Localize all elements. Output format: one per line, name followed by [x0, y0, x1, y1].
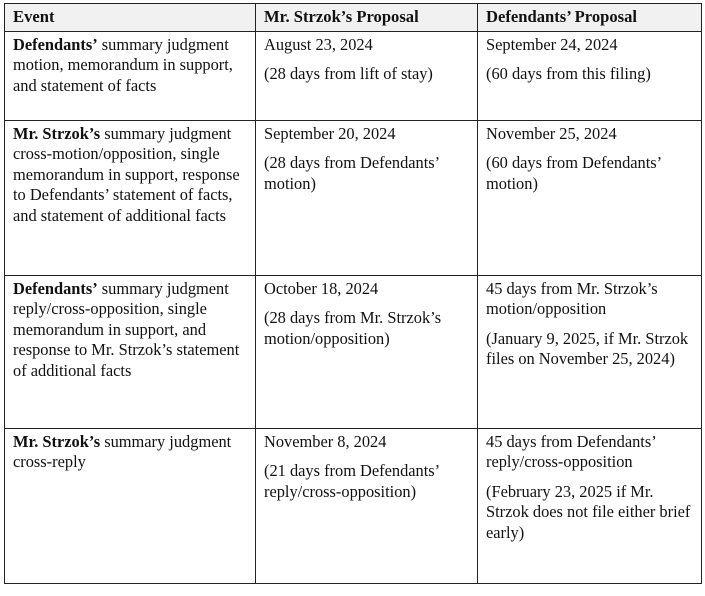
header-event: Event [5, 4, 256, 32]
strzok-date: August 23, 2024 [264, 34, 373, 54]
defendants-cell [478, 31, 702, 120]
strzok-note: (28 days from Defendants’ motion) [264, 153, 439, 193]
defendants-note: (60 days from Defendants’ motion) [486, 153, 661, 193]
strzok-cell [256, 120, 478, 275]
header-row [5, 4, 702, 32]
defendants-date: 45 days from Defendants’ reply/cross-opposition [486, 431, 656, 471]
event-cell [5, 120, 256, 275]
table-row [5, 31, 702, 120]
strzok-date: September 20, 2024 [264, 123, 396, 143]
event-cell [5, 275, 256, 428]
strzok-cell [256, 428, 478, 583]
table-row [5, 120, 702, 275]
defendants-date: November 25, 2024 [486, 123, 617, 143]
table-row [5, 428, 702, 583]
defendants-cell [478, 428, 702, 583]
briefing-schedule-table [4, 3, 702, 584]
event-party: Mr. Strzok’s [13, 123, 101, 143]
strzok-cell [256, 275, 478, 428]
event-description: summary judgment cross-motion/opposition, single memorandum in support, response to Defendants’ statement of facts, and statement of additional facts [13, 123, 240, 225]
header-defendants-proposal: Defendants’ Proposal [478, 4, 702, 32]
header-strzok-proposal: Mr. Strzok’s Proposal [256, 4, 478, 32]
event-party: Mr. Strzok’s [13, 431, 101, 451]
strzok-date: November 8, 2024 [264, 431, 387, 451]
event-party: Defendants’ [13, 278, 98, 298]
event-description: summary judgment cross-reply [13, 431, 232, 471]
event-description: summary judgment motion, memorandum in support, and statement of facts [13, 34, 233, 95]
strzok-note: (28 days from lift of stay) [264, 64, 433, 83]
defendants-date: September 24, 2024 [486, 34, 618, 54]
defendants-cell [478, 120, 702, 275]
defendants-cell [478, 275, 702, 428]
strzok-note: (28 days from Mr. Strzok’s motion/opposition) [264, 308, 442, 348]
strzok-note: (21 days from Defendants’ reply/cross-opposition) [264, 461, 439, 501]
defendants-note: (February 23, 2025 if Mr. Strzok does not file either brief early) [486, 481, 691, 542]
strzok-date: October 18, 2024 [264, 278, 379, 298]
event-party: Defendants’ [13, 34, 98, 54]
defendants-date: 45 days from Mr. Strzok’s motion/opposition [486, 278, 658, 318]
event-description: summary judgment reply/cross-opposition, single memorandum in support, and response to Mr. Strzok’s statement of additional facts [13, 278, 240, 380]
defendants-note: (60 days from this filing) [486, 64, 651, 83]
defendants-note: (January 9, 2025, if Mr. Strzok files on November 25, 2024) [486, 328, 689, 368]
table-row [5, 275, 702, 428]
event-cell [5, 31, 256, 120]
event-cell [5, 428, 256, 583]
strzok-cell [256, 31, 478, 120]
